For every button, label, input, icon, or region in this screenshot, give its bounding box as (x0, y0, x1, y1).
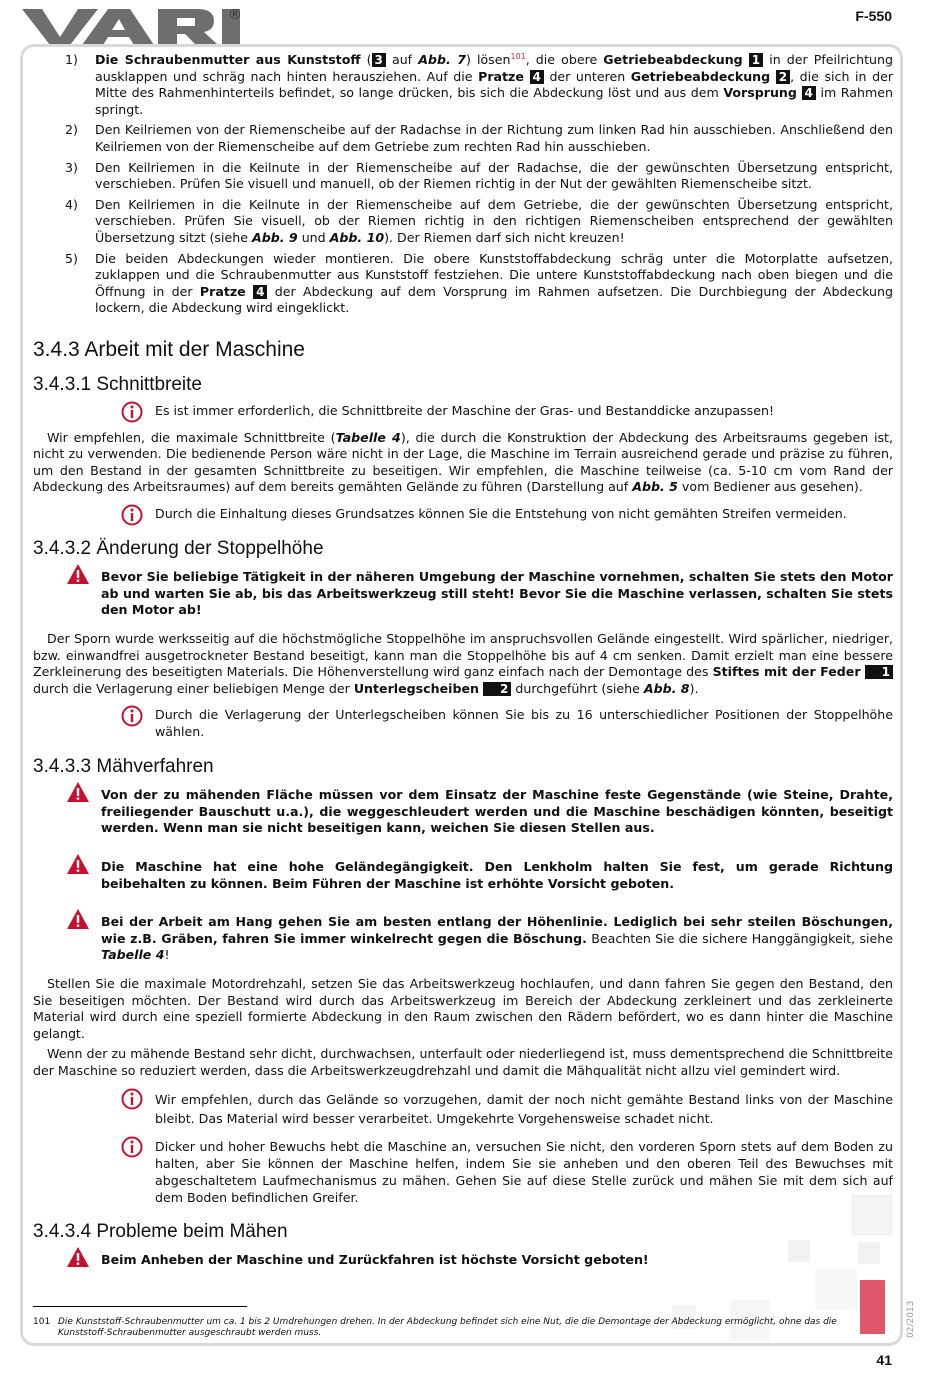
section-heading: 3.4.3 Arbeit mit der Maschine (33, 337, 305, 361)
emphasis-term: Die Schraubenmutter aus Kunststoff (95, 52, 361, 67)
step-text: Den Keilriemen von der Riemenscheibe auf der Radachse in der Richtung zum linken Rad hin ausschieben. Anschließend den Keilriemen von der Riemenscheibe auf dem Getriebe zum rechten Rad hin ausschieben. (95, 122, 893, 154)
step-number: 5) (65, 250, 78, 266)
figure-reference: Abb. 8 (643, 680, 690, 696)
registered-mark: ® (228, 7, 242, 23)
info-circle-icon (121, 1088, 143, 1110)
reference-number-badge: 1 (749, 53, 763, 67)
subsection-heading: 3.4.3.2 Änderung der Stoppelhöhe (33, 537, 324, 559)
footnote-number: 101 (33, 1317, 51, 1327)
info-note (33, 506, 893, 523)
emphasis-term: Stiftes mit der Feder (712, 664, 861, 680)
step-number: 4) (65, 196, 78, 212)
warning-triangle-icon (66, 1246, 90, 1268)
warning-text: Bevor Sie beliebige Tätigkeit in der näheren Umgebung der Maschine vornehmen, schalten Sie stets den Motor ab und warten Sie ab, bis das Arbeitswerkzeug still steht! Bevor Sie die Maschine verlassen, schalten Sie stets den Motor ab! (101, 569, 893, 618)
procedure-step (33, 197, 893, 247)
footnote-separator (33, 1306, 247, 1307)
paragraph: Stellen Sie die maximale Motordrehzahl, setzen Sie das Arbeitswerkzeug hochlaufen, und dann fahren Sie gegen den Bestand, den Sie beseitigen möchten. Der Bestand wird durch das Arbeitswerkzeug im Bereich der Abdeckung zerkleinert und das zerkleinerte Material wird durch eine speziell formierte Abdeckung in den Raum zwischen den Rädern befördert, wo es dann hinter die Maschine gelangt. (33, 975, 893, 1041)
warning-text: Beim Anheben der Maschine und Zurückfahren ist höchste Vorsicht geboten! (101, 1252, 649, 1268)
info-note (33, 1138, 893, 1206)
reference-number-badge: 4 (253, 285, 267, 299)
warning-text: Von der zu mähenden Fläche müssen vor dem Einsatz der Maschine feste Gegenstände (wie Steine, Drahte, freiliegender Bauschutt u.a.), die weggeschleudert werden und die Maschine beschädigen könnten, beseitigt werden. Wenn man sie nicht beseitigen kann, weichen Sie diesen Stellen aus. (101, 787, 893, 836)
warning-triangle-icon (66, 563, 90, 585)
reference-number-badge: 4 (530, 70, 544, 84)
emphasis-term: Unterlegscheiben (353, 680, 479, 696)
emphasis-term: Getriebeabdeckung (630, 68, 771, 84)
figure-reference: Abb. 5 (632, 479, 678, 495)
note-text: Durch die Einhaltung dieses Grundsatzes können Sie die Entstehung von nicht gemähten Streifen vermeiden. (155, 506, 847, 522)
subsection-heading: 3.4.3.4 Probleme beim Mähen (33, 1220, 288, 1242)
procedure-step (33, 160, 893, 193)
page-content (33, 52, 893, 1281)
footnote-marker: 101 (510, 51, 526, 61)
procedure-step (33, 122, 893, 155)
emphasis-term: Getriebeabdeckung (603, 52, 743, 67)
emphasis-term: Pratze (478, 68, 524, 84)
page-number: 41 (876, 1352, 892, 1368)
procedure-step (33, 52, 893, 118)
step-text: Den Keilriemen in die Keilnute in der Riemenscheibe auf dem Getriebe, die der gewünschten Übersetzung entspricht, verschieben. Prüfen Sie visuell, ob der Riemen richtig in den richtigen Riemenscheiben entsprechend der gewählten Übersetzung sitzt (siehe Abb. 9 und Abb. 10). Der Riemen darf sich nicht kreuzen! (95, 196, 893, 245)
info-circle-icon (121, 1136, 143, 1158)
warning-note (33, 1252, 893, 1269)
reference-number-badge: 4 (802, 86, 816, 100)
warning-triangle-icon (66, 853, 90, 875)
procedure-steps (33, 52, 893, 317)
info-circle-icon (121, 705, 143, 727)
step-text: Die beiden Abdeckungen wieder montieren. Die obere Kunststoffabdeckung schräg unter die Motorplatte aufsetzen, zuklappen und die Schraubenmutter aus Kunststoff festziehen. Die untere Kunststoffabdeckung nach oben biegen und die Öffnung in der Pratze 4 der Abdeckung auf dem Vorsprung im Rahmen aufsetzen. Die Durchbiegung der Abdeckung lockern, die Abdeckung wird eingeklickt. (95, 250, 893, 316)
paragraph: Wir empfehlen, die maximale Schnittbreite (Tabelle 4), die durch die Konstruktion der Abdeckung des Arbeitsraums gegeben ist, nicht zu verwenden. Die bedienende Person wäre nicht in der Lage, die Maschine im Terrain ausreichend gerade und präzise zu führen, um den Bestand in der gesamten Schnittbreite zu beseitigen. Wir empfehlen, die Maschine teilweise (ca. 5-10 cm vom Rand der Abdeckung des Arbeitsraumes) auf dem bereits gemähten Gelände zu führen (Darstellung auf Abb. 5 vom Bediener aus gesehen). (33, 429, 893, 495)
step-number: 1) (65, 52, 78, 67)
warning-triangle-icon (66, 781, 90, 803)
paragraph: Wenn der zu mähende Bestand sehr dicht, durchwachsen, unterfault oder niederliegend ist, muss dementsprechend die Schnittbreite der Maschine so reduziert werden, dass die Arbeitswerkzeugdrehzahl und damit die Mähqualität nicht allzu viel gemindert wird. (33, 1046, 893, 1078)
warning-text: Bei der Arbeit am Hang gehen Sie am besten entlang der Höhenlinie. Lediglich bei sehr steilen Böschungen, wie z.B. Gräben, fahren Sie immer winkelrecht gegen die Böschung. (101, 914, 893, 946)
vari-logo-graphic (22, 7, 257, 47)
procedure-step (33, 251, 893, 317)
warning-note (33, 569, 893, 619)
warning-text-tail: Beachten Sie die sichere Hanggängigkeit, siehe (586, 930, 893, 946)
step-text: Die Schraubenmutter aus Kunststoff ( 3 auf Abb. 7) lösen$^{101}$, die obere Getriebeabdeckung 1 in der Pfeilrichtung ausklappen und schräg nach hinten herausziehen. Auf die Pratze 4 der unteren Getriebeabdeckung 2 , die sich in der Mitte des Rahmenhinterteils befindet, so lange drücken, bis sich die Abdeckung löst und aus dem Vorsprung 4 im Rahmen springt. (95, 51, 893, 117)
footnote (33, 1317, 853, 1339)
step-number: 3) (65, 159, 78, 175)
info-circle-icon (121, 401, 143, 423)
warning-text: Die Maschine hat eine hohe Geländegängigkeit. Den Lenkholm halten Sie fest, um gerade Richtung beibehalten zu können. Beim Führen der Maschine ist erhöhte Vorsicht geboten. (101, 858, 893, 891)
footnote-text: Die Kunststoff-Schraubenmutter um ca. 1 bis 2 Umdrehungen drehen. In der Abdeckung befindet sich eine Nut, die die Demontage der Abdeckung ermöglicht, ohne das die Kunststoff-Schraubenmutter ausgeschraubt werden muss. (58, 1317, 837, 1338)
info-note (33, 403, 893, 420)
note-text: Es ist immer erforderlich, die Schnittbreite der Maschine der Gras- und Bestanddicke anzupassen! (155, 403, 775, 419)
warning-note (33, 787, 893, 837)
info-circle-icon (121, 504, 143, 526)
reference-number-badge: 2 (776, 70, 790, 84)
reference-number-badge: 1 (865, 665, 893, 679)
warning-triangle-icon (66, 908, 90, 930)
subsection-heading: 3.4.3.3 Mähverfahren (33, 755, 214, 777)
vari-logo (22, 7, 257, 47)
figure-reference: Abb. 7 (418, 52, 466, 67)
warning-note (33, 859, 893, 892)
info-note (33, 707, 893, 740)
model-number: F-550 (855, 8, 892, 24)
subsection-heading: 3.4.3.1 Schnittbreite (33, 373, 202, 395)
warning-text-end: ! (164, 947, 170, 963)
note-text: Wir empfehlen, durch das Gelände so vorzugehen, damit der noch nicht gemähte Bestand links von der Maschine bleibt. Das Material wird besser verarbeitet. Umgekehrte Vorgehensweise schadet nicht. (155, 1091, 893, 1126)
decor-square-pink (860, 1280, 885, 1334)
figure-reference: Tabelle 4 (335, 429, 401, 445)
reference-number-badge: 3 (372, 53, 386, 67)
table-reference: Tabelle 4 (101, 947, 165, 963)
note-text: Dicker und hoher Bewuchs hebt die Maschine an, versuchen Sie nicht, den vorderen Sporn stets auf dem Boden zu halten, aber Sie können der Maschine helfen, indem Sie sie anheben und den oberen Teil des Bewuchses mit abgeschaltetem Laufmechanismus zu mähen. Gehen Sie auf diese Stelle zurück und mähen Sie mit dem sich auf dem Boden befindlichen Greifer. (155, 1138, 893, 1205)
emphasis-term: Vorsprung (723, 85, 797, 101)
reference-number-badge: 2 (483, 682, 511, 696)
warning-note (33, 914, 893, 964)
info-note (33, 1090, 893, 1128)
step-text: Den Keilriemen in die Keilnute in der Riemenscheibe auf der Radachse, die der gewünschten Übersetzung entspricht, verschieben. Prüfen Sie visuell und manuell, ob der Riemen richtig in der Nut der gewählten Riemenscheibe sitzt. (95, 159, 893, 192)
edition-date: 02/2013 (906, 1300, 916, 1338)
figure-reference: Abb. 10 (329, 229, 385, 245)
step-number: 2) (65, 122, 78, 138)
paragraph: Der Sporn wurde werksseitig auf die höchstmögliche Stoppelhöhe im anspruchsvollen Gelände eingestellt. Wird spärlicher, niedriger, bzw. einwandfrei ausgetrockneter Bestand beseitigt, kann man die Stoppelhöhe bis auf 4 cm senken. Damit erzielt man eine bessere Zerkleinerung des beseitigten Materials. Die Höhenverstellung wird ganz einfach nach der Demontage des Stiftes mit der Feder 1 durch die Verlagerung einer beliebigen Menge der Unterlegscheiben 2 durchgeführt (siehe Abb. 8). (33, 631, 893, 696)
note-text: Durch die Verlagerung der Unterlegscheiben können Sie bis zu 16 unterschiedlicher Positionen der Stoppelhöhe wählen. (155, 707, 893, 739)
emphasis-term: Pratze (199, 283, 246, 299)
figure-reference: Abb. 9 (251, 229, 298, 245)
